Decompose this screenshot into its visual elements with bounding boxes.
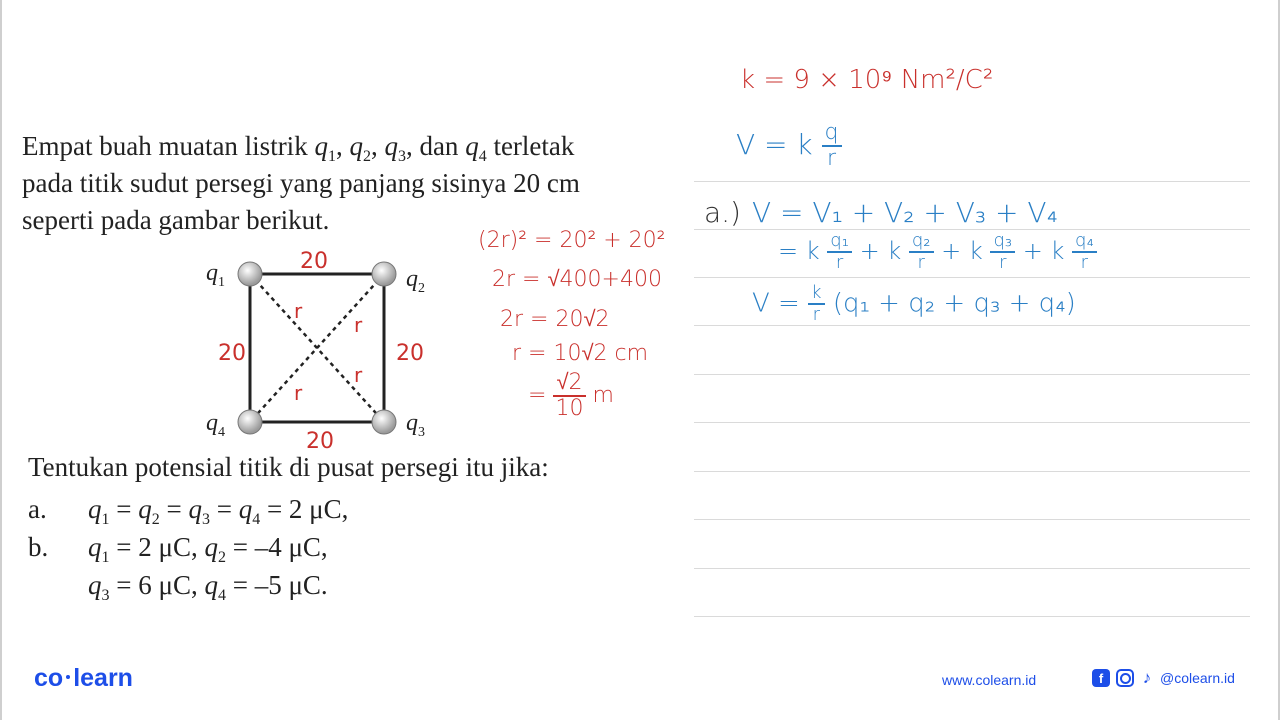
fraction-denominator: r	[835, 252, 844, 273]
left-border	[0, 0, 2, 720]
hand-step-4: r = 10√2 cm	[512, 341, 649, 366]
colearn-logo	[34, 664, 133, 693]
line-3-fraction	[808, 284, 824, 324]
social-handle: @colearn.id	[1160, 670, 1235, 686]
label-q1: $q_1$	[206, 260, 225, 290]
hand-line-1: V = V₁ + V₂ + V₃ + V₄	[752, 196, 1058, 229]
charge-q3	[372, 410, 396, 434]
side-label-top: 20	[300, 250, 328, 274]
option-a-equation: $q_1 = q_2 = q_3 = q_4 = 2$ μC,	[88, 494, 349, 528]
fraction-denominator: r	[917, 252, 925, 273]
term-fraction-1	[827, 232, 852, 272]
label-q4: $q_4$	[206, 410, 225, 440]
r-label-1: r	[294, 299, 303, 323]
option-a-value: = 2 μC,	[266, 494, 349, 524]
website-link[interactable]: www.colearn.id	[942, 672, 1037, 688]
hand-formula-v	[736, 122, 842, 170]
facebook-icon[interactable]: f	[1092, 669, 1110, 687]
social-links	[1092, 669, 1235, 687]
r-label-4: r	[354, 363, 363, 387]
question-prompt: Tentukan potensial titik di pusat persegi itu jika:	[28, 452, 549, 482]
line-3-lhs: V =	[752, 288, 800, 319]
option-a	[28, 494, 628, 530]
option-a-label: a.	[28, 494, 47, 524]
label-q3: $q_3$	[406, 410, 425, 440]
fraction-denominator: r	[827, 146, 837, 171]
option-b-value: = –5 μC.	[232, 570, 328, 600]
formula-fraction	[822, 122, 842, 170]
option-b-equation-1: $q_1 = 2$ μC, $q_2 = -4$ μC,	[88, 532, 328, 566]
option-b-line-2	[28, 570, 628, 606]
charge-q2	[372, 262, 396, 286]
hand-step-5-eq: =	[528, 383, 547, 408]
term-operator: + k	[941, 237, 983, 265]
problem-statement	[22, 128, 676, 239]
fraction-denominator: r	[1080, 252, 1089, 273]
fraction-numerator: q	[822, 122, 842, 147]
fraction-numerator: q₂	[909, 232, 934, 253]
hand-part-a-label: a.)	[704, 196, 741, 229]
hand-step-5	[528, 372, 614, 420]
charge-q4	[238, 410, 262, 434]
fraction-denominator: r	[812, 304, 821, 325]
option-b-label: b.	[28, 532, 49, 562]
logo-part: co	[34, 664, 64, 692]
option-b-value: = –4 μC,	[232, 532, 328, 562]
hand-line-3	[752, 284, 1076, 324]
r-label-3: r	[294, 381, 303, 405]
term-fraction-4	[1072, 232, 1097, 272]
line-2-eq: = k	[778, 237, 820, 265]
fraction-numerator: k	[808, 284, 824, 305]
label-q2: $q_2$	[406, 266, 425, 296]
problem-line-3: seperti pada gambar berikut.	[22, 205, 330, 235]
term-fraction-3	[990, 232, 1015, 272]
term-operator: + k	[859, 237, 902, 265]
fraction-numerator: q₄	[1072, 232, 1097, 253]
problem-text: terletak	[486, 131, 575, 161]
side-label-right: 20	[396, 341, 424, 366]
hand-step-5-fraction	[553, 372, 585, 420]
hand-constant-k: k = 9 × 10⁹ Nm²/C²	[740, 65, 994, 95]
fraction-numerator: √2	[553, 372, 585, 397]
problem-line-2: pada titik sudut persegi yang panjang sisinya 20 cm	[22, 168, 580, 198]
r-label-2: r	[354, 313, 363, 337]
hand-step-3: 2r = 20√2	[500, 307, 610, 332]
option-b-equation-2: $q_3 = 6$ μC, $q_4 = -5$ μC.	[88, 570, 328, 604]
side-label-left: 20	[218, 341, 246, 366]
logo-part: learn	[73, 664, 133, 692]
problem-text: Empat buah muatan listrik	[22, 131, 315, 161]
charge-q1	[238, 262, 262, 286]
option-b-value: = 2 μC,	[116, 532, 205, 562]
formula-lhs: V = k	[736, 128, 813, 161]
hand-line-2	[778, 232, 1097, 272]
fraction-denominator: r	[999, 252, 1007, 273]
option-b	[28, 532, 628, 568]
option-b-value: = 6 μC,	[116, 570, 205, 600]
side-label-bottom: 20	[306, 429, 334, 450]
line-3-rhs: (q₁ + q₂ + q₃ + q₄)	[832, 288, 1076, 319]
term-fraction-2	[909, 232, 934, 272]
problem-line-1: Empat buah muatan listrik $q_1$, $q_2$, $q_3$, dan $q_4$ terletak	[22, 131, 575, 165]
hand-step-5-unit: m	[592, 383, 614, 408]
hand-step-2: 2r = √400+400	[492, 267, 662, 292]
problem-text: , dan	[405, 131, 466, 161]
notebook-lines	[694, 0, 1250, 720]
term-operator: + k	[1022, 237, 1065, 265]
hand-step-1: (2r)² = 20² + 20²	[478, 228, 666, 253]
fraction-numerator: q₃	[990, 232, 1015, 253]
tiktok-icon[interactable]: ♪	[1142, 668, 1152, 687]
square-charge-diagram	[196, 250, 496, 450]
fraction-denominator: 10	[555, 396, 584, 421]
instagram-icon[interactable]	[1116, 669, 1134, 687]
fraction-numerator: q₁	[827, 232, 852, 253]
